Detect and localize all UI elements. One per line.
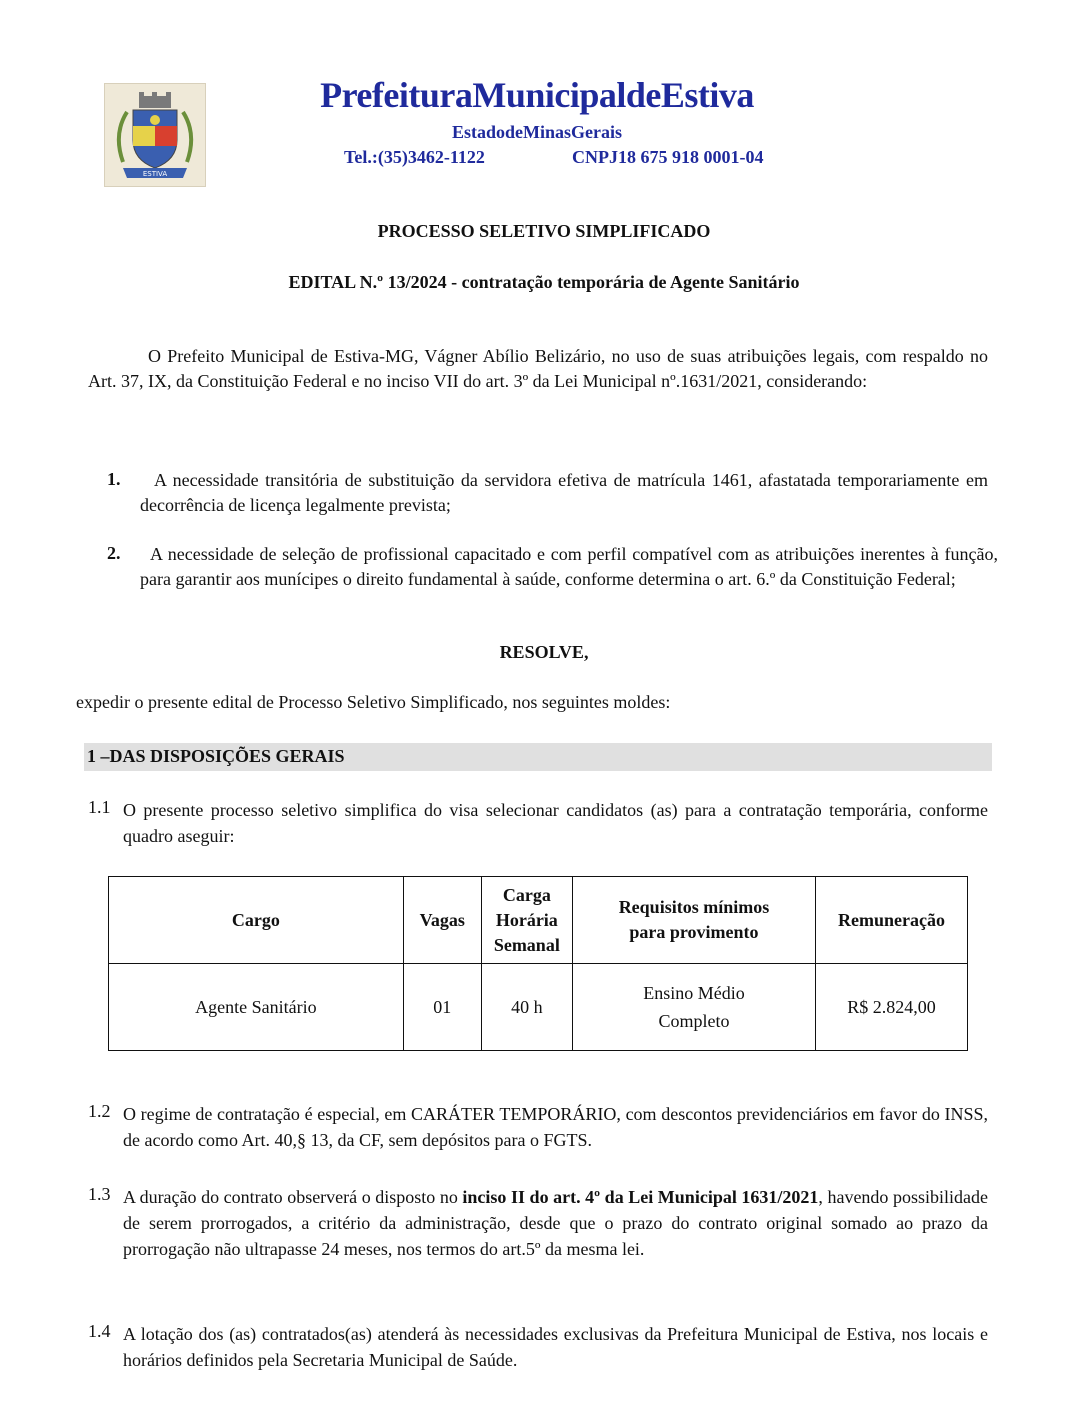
item-text xyxy=(123,1184,988,1262)
item-text-bold: inciso II do art. 4º da Lei Municipal 1631/2021 xyxy=(462,1187,819,1207)
considerando-text: A necessidade de seleção de profissional capacitado e com perfil compatível com as atribuições inerentes à função, para garantir aos munícipes o direito fundamental à saúde, conforme determina o art. 6.º da Constituição Federal; xyxy=(140,544,998,589)
considerando-number: 1. xyxy=(107,469,121,489)
item-number: 1.1 xyxy=(88,797,111,817)
item-text-part: , havendo possibilidade de serem prorrogados, a critério da administração, desde que o prazo do contrato original somado ao prazo da prorrogação não ultrapasse 24 meses, nos termos do art.5º da mesma lei. xyxy=(123,1187,988,1259)
intro-paragraph: O Prefeito Municipal de Estiva-MG, Vágner Abílio Belizário, no uso de suas atribuições legais, com respaldo no Art. 37, IX, da Constituição Federal e no inciso VII do art. 3º da Lei Municipal nº.1631/2021, considerando: xyxy=(88,346,988,391)
municipal-crest-logo xyxy=(104,83,206,187)
considerando-text: A necessidade transitória de substituição da servidora efetiva de matrícula 1461, afastatada temporariamente em decorrência de licença legalmente prevista; xyxy=(140,470,988,515)
table-cell: R$ 2.824,00 xyxy=(816,964,968,1051)
expedir-paragraph: expedir o presente edital de Processo Seletivo Simplificado, nos seguintes moldes: xyxy=(76,692,671,712)
table-header-cell: Cargo xyxy=(109,877,404,964)
table-cell: 40 h xyxy=(481,964,572,1051)
table-header-row xyxy=(109,877,968,964)
edital-title: EDITAL N.º 13/2024 - contratação temporária de Agente Sanitário xyxy=(288,272,800,292)
considerando-number: 2. xyxy=(107,543,121,563)
table-cell: 01 xyxy=(403,964,481,1051)
table-header-cell: Carga Horária Semanal xyxy=(481,877,572,964)
table-header-cell: Vagas xyxy=(403,877,481,964)
table-cell: Ensino Médio Completo xyxy=(572,964,815,1051)
item-number: 1.2 xyxy=(88,1101,111,1121)
phone-number: Tel.:(35)3462-1122 xyxy=(344,147,485,167)
cnpj-number: CNPJ18 675 918 0001-04 xyxy=(572,147,764,167)
municipality-title: PrefeituraMunicipaldeEstiva xyxy=(320,75,754,115)
item-number: 1.3 xyxy=(88,1184,111,1204)
document-heading: PROCESSO SELETIVO SIMPLIFICADO xyxy=(377,221,711,241)
item-number: 1.4 xyxy=(88,1321,111,1341)
positions-table xyxy=(108,876,968,1051)
section-title: 1 –DAS DISPOSIÇÕES GERAIS xyxy=(87,746,345,766)
item-text: O presente processo seletivo simplifica do visa selecionar candidatos (as) para a contratação temporária, conforme quadro aseguir: xyxy=(123,800,988,846)
table-header-cell: Requisitos mínimos para provimento xyxy=(572,877,815,964)
item-text: O regime de contratação é especial, em CARÁTER TEMPORÁRIO, com descontos previdenciários em favor do INSS, de acordo como Art. 40,§ 13, da CF, sem depósitos para o FGTS. xyxy=(123,1104,988,1150)
table-row xyxy=(109,964,968,1051)
section-header-bar xyxy=(84,743,992,771)
state-name: EstadodeMinasGerais xyxy=(451,122,622,142)
table-header-cell: Remuneração xyxy=(816,877,968,964)
item-text: A lotação dos (as) contratados(as) atenderá às necessidades exclusivas da Prefeitura Municipal de Estiva, nos locais e horários definidos pela Secretaria Municipal de Saúde. xyxy=(123,1324,988,1370)
resolve-heading: RESOLVE, xyxy=(499,642,589,662)
item-text-part: A duração do contrato observerá o disposto no xyxy=(123,1187,463,1207)
table-cell: Agente Sanitário xyxy=(109,964,404,1051)
crest-banner-text: ESTIVA xyxy=(142,170,168,178)
